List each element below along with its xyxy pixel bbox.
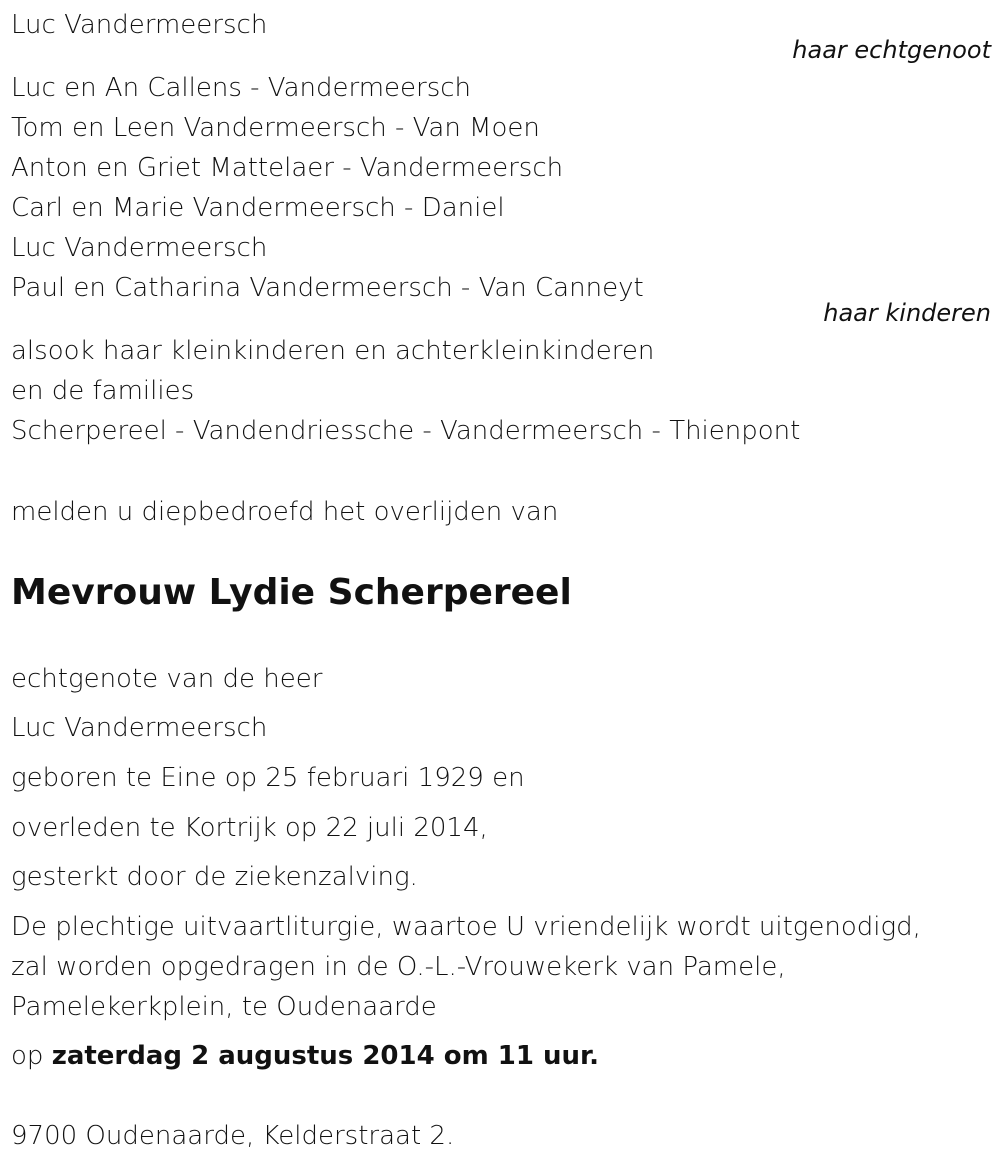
detail-line: echtgenote van de heer [11,664,323,694]
detail-line: Luc Vandermeersch [11,713,268,743]
family-line: Scherpereel - Vandendriessche - Vandermeersch - Thienpont [11,416,801,446]
child-line: Anton en Griet Mattelaer - Vandermeersch [11,153,564,183]
detail-line: gesterkt door de ziekenzalving. [11,862,418,892]
detail-line: overleden te Kortrijk op 22 juli 2014, [11,813,488,843]
detail-line: geboren te Eine op 25 februari 1929 en [11,763,525,793]
spouse-role: haar echtgenoot [792,36,991,64]
child-line: Paul en Catharina Vandermeersch - Van Canneyt [11,273,644,303]
child-line: Tom en Leen Vandermeersch - Van Moen [11,113,540,143]
child-line: Luc en An Callens - Vandermeersch [11,73,472,103]
announcement-line: melden u diepbedroefd het overlijden van [11,497,559,527]
liturgy-line: zal worden opgedragen in de O.-L.-Vrouwekerk van Pamele, [11,952,786,982]
date-prefix: op [11,1041,52,1071]
family-line: alsook haar kleinkinderen en achterkleinkinderen [11,336,655,366]
child-line: Carl en Marie Vandermeersch - Daniel [11,193,505,223]
ceremony-date: zaterdag 2 augustus 2014 om 11 uur. [51,1041,599,1071]
family-line: en de families [11,376,195,406]
address-line: 9700 Oudenaarde, Kelderstraat 2. [11,1121,455,1151]
deceased-name: Mevrouw Lydie Scherpereel [11,572,572,613]
obituary-document [11,0,991,1170]
liturgy-line: De plechtige uitvaartliturgie, waartoe U vriendelijk wordt uitgenodigd, [11,912,921,942]
ceremony-date-line [11,1041,599,1071]
children-role: haar kinderen [823,299,991,327]
spouse-name: Luc Vandermeersch [11,10,268,40]
child-line: Luc Vandermeersch [11,233,268,263]
liturgy-line: Pamelekerkplein, te Oudenaarde [11,992,437,1022]
